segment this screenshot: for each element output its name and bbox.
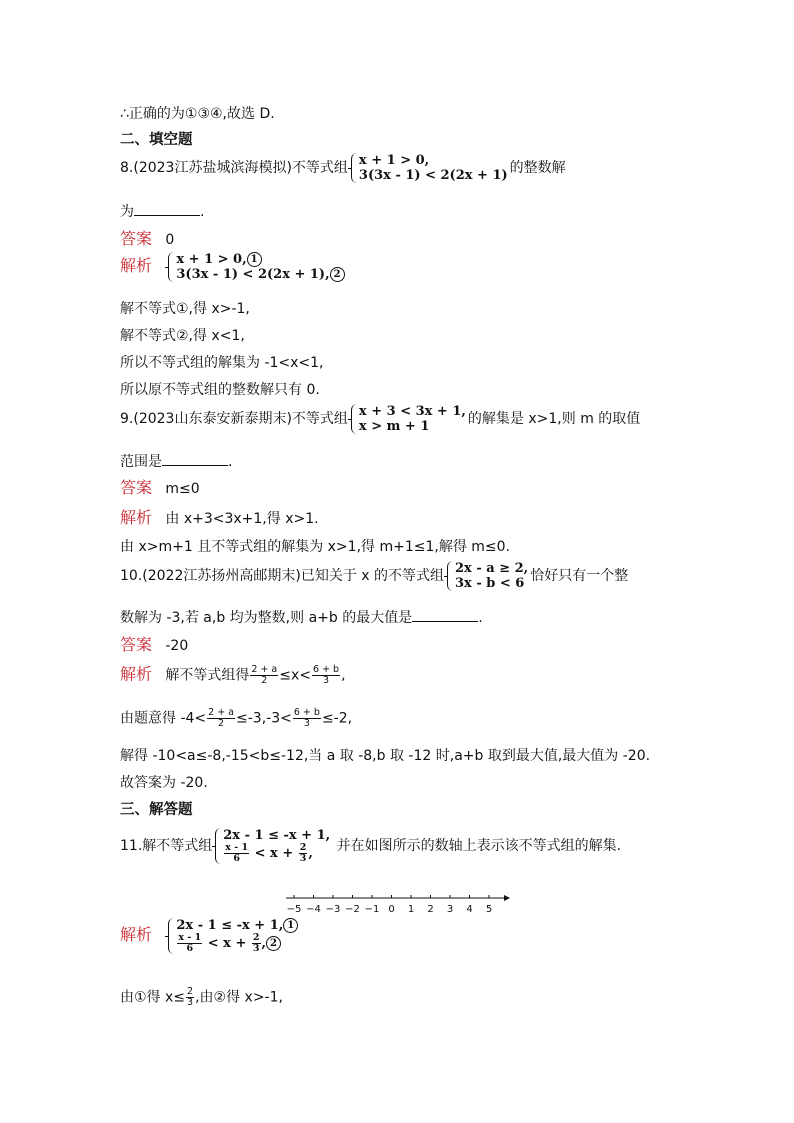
fraction — [177, 933, 202, 954]
analysis-9 — [120, 509, 319, 528]
analysis-11-text: ,由②得 x>-1, — [195, 989, 283, 1006]
number-line-tick-label: 3 — [446, 904, 454, 915]
number-line-tick-label: −2 — [345, 904, 360, 915]
fraction — [224, 843, 249, 864]
conclusion-line: ∴正确的为①③④,故选 D. — [120, 106, 275, 122]
punctuation: , — [261, 936, 267, 951]
answer-8 — [120, 230, 174, 249]
analysis-10-text: ≤x< — [279, 667, 311, 684]
question-11-stem-end: 并在如图所示的数轴上表示该不等式组的解集. — [336, 838, 622, 854]
system-row — [176, 918, 298, 933]
system-row: 3(3x - 1) < 2(2x + 1) — [358, 168, 508, 183]
denominator: 3 — [187, 997, 194, 1008]
numerator: 2 — [187, 986, 194, 997]
system-row: 3x - b < 6 — [455, 576, 525, 591]
analysis-10-step-2 — [120, 708, 352, 729]
system-row-text: x + 1 > 0, — [176, 252, 247, 267]
question-8-stem-end: 的整数解 — [509, 160, 566, 176]
answer-label: 答案 — [120, 229, 153, 248]
fraction — [312, 665, 340, 686]
answer-blank — [412, 609, 478, 622]
number-line-tick-label: 2 — [427, 904, 434, 915]
question-10-stem-cont: 数解为 -3,若 a,b 均为整数,则 a+b 的最大值是 — [120, 610, 413, 626]
fraction — [186, 987, 194, 1008]
analysis-10-text: 解不等式组得 — [165, 667, 250, 684]
answer-value: m≤0 — [165, 481, 200, 497]
number-line-tick-label: 5 — [485, 904, 493, 915]
question-10-stem-end: 恰好只有一个整 — [530, 568, 629, 584]
question-8-stem-cont: 为 — [120, 204, 134, 220]
inequality-system-11 — [214, 828, 330, 864]
analysis-10-text: ≤-3,-3< — [236, 710, 292, 727]
numerator: 6 + b — [313, 664, 340, 675]
circle-number-1: 1 — [283, 918, 298, 933]
circle-number-2: 2 — [266, 936, 281, 951]
inequality-system-9 — [350, 404, 466, 434]
punctuation: , — [308, 846, 313, 861]
numerator: x - 1 — [178, 932, 202, 943]
numerator: x - 1 — [225, 842, 249, 853]
system-row — [223, 843, 330, 864]
number-line-tick-label: −1 — [364, 904, 380, 915]
analysis-label: 解析 — [120, 508, 153, 527]
system-row — [176, 933, 298, 954]
circle-number-1: 1 — [247, 252, 262, 267]
system-row-text: < x + — [207, 936, 247, 951]
analysis-label: 解析 — [120, 925, 153, 944]
question-9-blank-line: 范围是 . — [120, 454, 233, 470]
denominator: 3 — [299, 853, 307, 864]
fraction — [207, 708, 235, 729]
analysis-8-step-4: 所以原不等式组的整数解只有 0. — [120, 382, 320, 398]
system-row: x + 3 < 3x + 1, — [358, 404, 466, 419]
denominator: 3 — [303, 718, 310, 729]
section-heading-fill-blank: 二、填空题 — [120, 132, 193, 148]
answer-blank — [162, 453, 228, 466]
system-row: x > m + 1 — [358, 419, 430, 434]
analysis-label: 解析 — [120, 256, 153, 275]
inequality-system-10 — [446, 561, 528, 591]
answer-value: 0 — [165, 232, 175, 248]
answer-value: -20 — [165, 638, 189, 654]
number-line-tick-label: −5 — [286, 904, 302, 915]
fraction — [252, 933, 261, 954]
question-9-stem-end: 的解集是 x>1,则 m 的取值 — [467, 411, 641, 427]
answer-label: 答案 — [120, 478, 153, 497]
analysis-8-step-2: 解不等式②,得 x<1, — [120, 328, 245, 344]
question-11 — [120, 828, 621, 864]
system-row: 2x - a ≥ 2, — [455, 561, 529, 576]
analysis-8-step-3: 所以不等式组的解集为 -1<x<1, — [120, 355, 324, 371]
analysis-10 — [120, 665, 346, 686]
system-row — [176, 252, 344, 267]
number-line — [282, 890, 512, 920]
answer-label: 答案 — [120, 635, 153, 654]
answer-9 — [120, 479, 200, 498]
denominator: 2 — [218, 718, 225, 729]
analysis-9-step-2: 由 x>m+1 且不等式组的解集为 x>1,得 m+1≤1,解得 m≤0. — [120, 539, 511, 555]
analysis-9-step-1: 由 x+3<3x+1,得 x>1. — [165, 511, 319, 527]
numerator: 2 — [299, 842, 307, 853]
analysis-label: 解析 — [120, 664, 153, 684]
analysis-8-step-1: 解不等式①,得 x>-1, — [120, 301, 250, 317]
system-row — [176, 267, 344, 282]
inequality-system-8 — [350, 153, 508, 183]
question-10-stem: 10.(2022江苏扬州高邮期末)已知关于 x 的不等式组 — [120, 568, 445, 584]
system-row: 2x - 1 ≤ -x + 1, — [223, 828, 331, 843]
question-9 — [120, 404, 640, 434]
numerator: 2 + a — [208, 707, 235, 718]
system-row-text: 3(3x - 1) < 2(2x + 1), — [176, 267, 330, 282]
number-line-tick-label: −3 — [325, 904, 341, 915]
question-8 — [120, 153, 566, 183]
inequality-system-8b — [167, 252, 344, 282]
question-10-blank-line: 数解为 -3,若 a,b 均为整数,则 a+b 的最大值是 . — [120, 610, 483, 626]
analysis-10-text: ≤-2, — [321, 710, 353, 727]
punctuation: , — [341, 667, 346, 684]
circle-number-2: 2 — [330, 267, 345, 282]
fraction — [293, 708, 321, 729]
denominator: 6 — [186, 943, 194, 954]
analysis-10-step-4: 故答案为 -20. — [120, 775, 208, 791]
system-row: x + 1 > 0, — [358, 153, 430, 168]
denominator: 3 — [323, 675, 330, 686]
denominator: 2 — [261, 675, 268, 686]
answer-blank — [134, 203, 200, 216]
analysis-8 — [120, 252, 347, 282]
analysis-11 — [120, 918, 300, 954]
numerator: 2 — [252, 932, 260, 943]
fraction — [299, 843, 308, 864]
denominator: 6 — [233, 853, 240, 864]
question-9-stem-cont: 范围是 — [120, 454, 162, 470]
numerator: 6 + b — [293, 707, 320, 718]
analysis-11-step-1 — [120, 987, 283, 1008]
system-row-text: < x + — [254, 846, 294, 861]
analysis-10-step-3: 解得 -10<a≤-8,-15<b≤-12,当 a 取 -8,b 取 -12 时,a+b 取到最大值,最大值为 -20. — [120, 748, 651, 764]
analysis-10-text: 由题意得 -4< — [120, 710, 207, 727]
question-8-blank-line: 为 . — [120, 204, 205, 220]
question-9-stem: 9.(2023山东泰安新泰期末)不等式组 — [120, 411, 348, 427]
section-heading-solve: 三、解答题 — [120, 802, 193, 818]
numerator: 2 + a — [251, 664, 278, 675]
number-line-arrow-icon — [504, 895, 510, 901]
answer-10 — [120, 636, 188, 655]
question-11-stem: 11.解不等式组 — [120, 838, 213, 854]
fraction — [250, 665, 278, 686]
number-line-tick-label: −4 — [306, 904, 321, 915]
number-line-tick-label: 4 — [466, 904, 473, 915]
system-row-text: 2x - 1 ≤ -x + 1, — [176, 918, 284, 933]
number-line-tick-label: 0 — [388, 904, 395, 915]
question-10 — [120, 561, 628, 591]
question-8-stem: 8.(2023江苏盐城滨海模拟)不等式组 — [120, 160, 348, 176]
analysis-11-text: 由①得 x≤ — [120, 989, 186, 1006]
denominator: 3 — [252, 943, 260, 954]
number-line-tick-label: 1 — [407, 904, 415, 915]
inequality-system-11b — [167, 918, 298, 954]
